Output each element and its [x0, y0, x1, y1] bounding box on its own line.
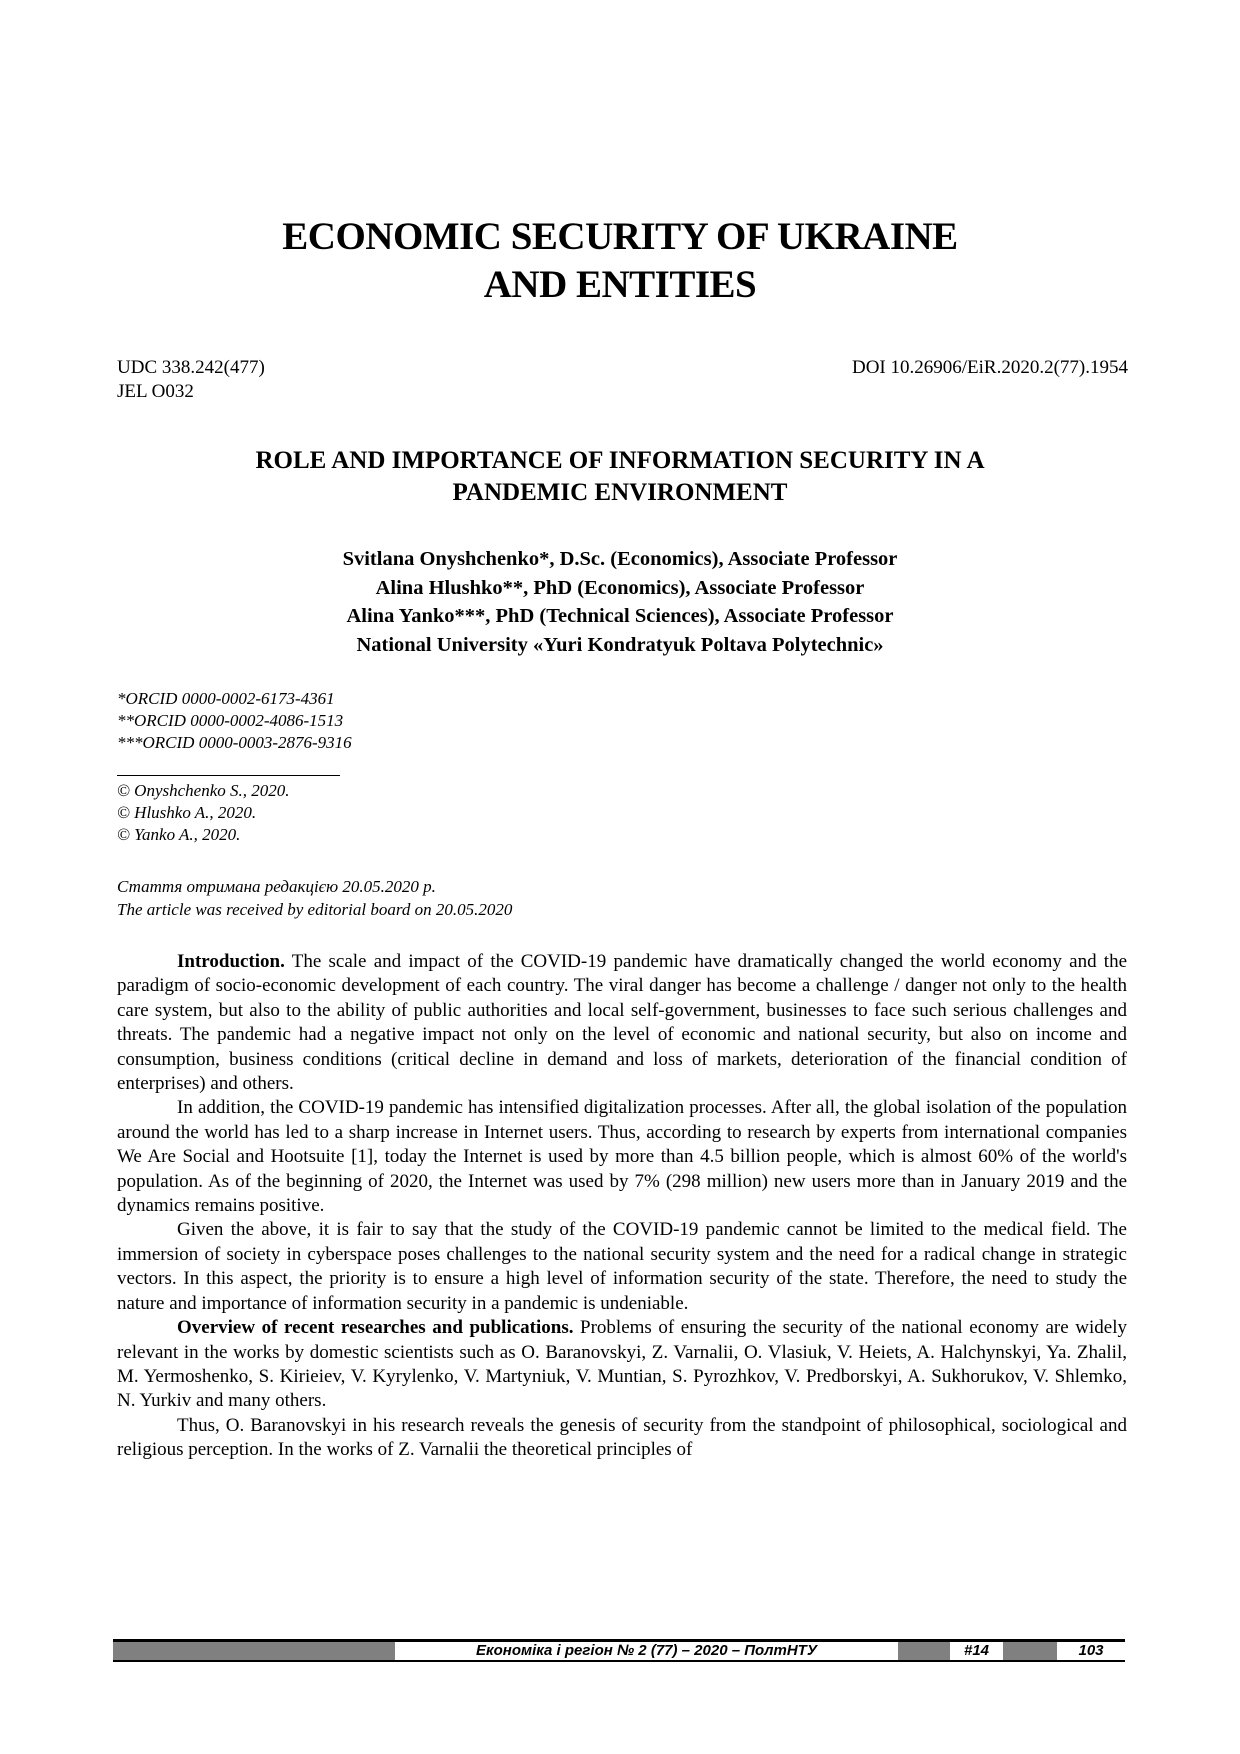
received-note — [117, 875, 512, 921]
footer-gray-block — [1003, 1642, 1057, 1660]
section-header-line-1: ECONOMIC SECURITY OF UKRAINE — [282, 215, 958, 258]
article-body — [117, 950, 1127, 1463]
copyright-1: © Onyshchenko S., 2020. — [117, 781, 290, 800]
copyright-list — [117, 780, 290, 846]
author-2: Alina Hlushko**, PhD (Economics), Associate Professor — [375, 576, 865, 599]
footer-gray-block — [898, 1642, 950, 1660]
paper-title-line-2: PANDEMIC ENVIRONMENT — [452, 479, 788, 506]
paper-title-line-1: ROLE AND IMPORTANCE OF INFORMATION SECURITY IN A — [255, 447, 985, 474]
paper-title — [0, 445, 1240, 509]
orcid-1: *ORCID 0000-0002-6173-4361 — [117, 689, 335, 708]
orcid-3: ***ORCID 0000-0003-2876-9316 — [117, 733, 352, 752]
paragraph: Thus, O. Baranovskyi in his research reveals the genesis of security from the standpoint of philosophical, sociological and religious perception. In the works of Z. Varnalii the theoretical principles of — [117, 1414, 1127, 1461]
paragraph-overview: Overview of recent researches and publications. Problems of ensuring the security of the national economy are widely relevant in the works by domestic scientists such as O. Baranovskyi, Z. Varnalii, O. Vlasiuk, V. Heiets, A. Halchynskyi, Ya. Zhalil, M. Yermoshenko, S. Kirieiev, V. Kyrylenko, V. Martyniuk, V. Muntian, S. Pyrozhkov, V. Predborskyi, A. Sukhorukov, V. Shlemko, N. Yurkiv and many others. — [117, 1317, 1127, 1412]
footer-gray-block — [113, 1642, 395, 1660]
received-ua: Стаття отримана редакцією 20.05.2020 р. — [117, 877, 436, 896]
paragraph: In addition, the COVID-19 pandemic has intensified digitalization processes. After all, the global isolation of the population around the world has led to a sharp increase in Internet users. Thus, according to research by experts from international companies We Are Social and Hootsuite [1], today the Internet is used by more than 4.5 billion people, which is almost 60% of the world's population. As of the beginning of 2020, the Internet was used by 7% (298 million) new users more than in January 2019 and the dynamics remains positive. — [117, 1097, 1127, 1217]
orcid-2: **ORCID 0000-0002-4086-1513 — [117, 711, 344, 730]
orcid-list — [117, 688, 352, 754]
author-1: Svitlana Onyshchenko*, D.Sc. (Economics), Associate Professor — [342, 548, 898, 570]
footer-journal-name: Економіка і регіон № 2 (77) – 2020 – ПолтНТУ — [395, 1642, 898, 1660]
footer-issue-number: #14 — [950, 1642, 1003, 1660]
copyright-3: © Yanko A., 2020. — [117, 825, 241, 844]
doi: DOI 10.26906/EiR.2020.2(77).1954 — [851, 357, 1128, 378]
affiliation: National University «Yuri Kondratyuk Poltava Polytechnic» — [356, 633, 884, 656]
classification-codes — [117, 356, 265, 404]
received-en: The article was received by editorial board on 20.05.2020 — [117, 900, 513, 919]
introduction-heading: Introduction. — [177, 951, 285, 972]
paragraph: Given the above, it is fair to say that the study of the COVID-19 pandemic cannot be limited to the medical field. The immersion of society in cyberspace poses challenges to the national security system and the need for a radical change in strategic vectors. In this aspect, the priority is to ensure a high level of information security of the state. Therefore, the need to study the nature and importance of information security in a pandemic is undeniable. — [117, 1219, 1127, 1314]
paragraph-introduction: Introduction. The scale and impact of the COVID-19 pandemic have dramatically changed the world economy and the paradigm of socio-economic development of each country. The viral danger has become a challenge / danger not only to the health care system, but also to the ability of public authorities and local self-government, businesses to face such serious challenges and threats. The pandemic had a negative impact not only on the level of economic and national security, but also on income and consumption, business conditions (critical decline in demand and loss of markets, deterioration of the financial condition of enterprises) and others. — [117, 951, 1127, 1095]
page-number: 103 — [1057, 1642, 1125, 1660]
footnote-divider — [117, 775, 340, 776]
overview-heading: Overview of recent researches and publications. — [177, 1317, 574, 1339]
copyright-2: © Hlushko A., 2020. — [117, 803, 257, 822]
author-3: Alina Yanko***, PhD (Technical Sciences), Associate Professor — [346, 605, 894, 627]
journal-section-header — [0, 213, 1240, 309]
udc-code: UDC 338.242(477) — [117, 357, 265, 378]
section-header-line-2: AND ENTITIES — [483, 263, 757, 306]
page-footer — [113, 1639, 1125, 1662]
author-list — [0, 545, 1240, 659]
jel-code: JEL O032 — [117, 381, 194, 402]
